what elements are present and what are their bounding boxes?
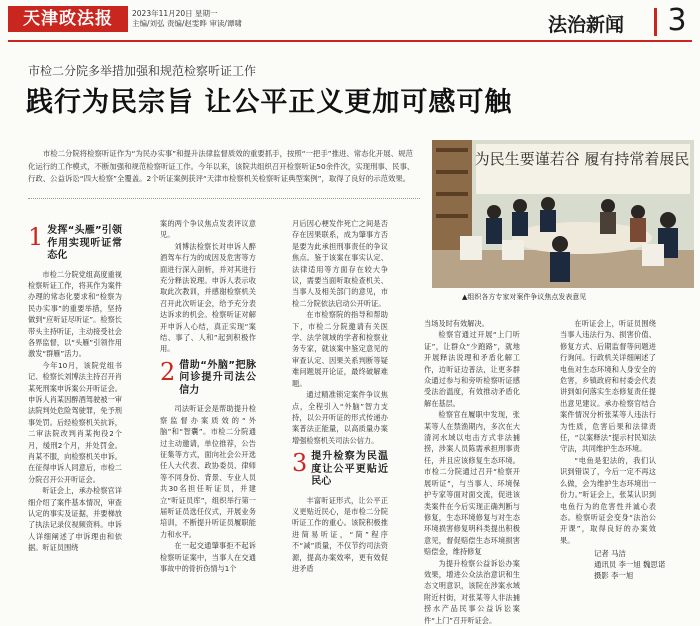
article-kicker: 市检二分院多举措加强和规范检察听证工作 (28, 64, 257, 78)
hearing-photo (432, 140, 694, 288)
byline-correspondents: 通讯员 李一旭 魏思诺 (594, 560, 666, 569)
byline-photographer: 摄影 李一旭 (594, 571, 634, 580)
header-rule (8, 40, 692, 42)
subhead-2-title: 借助“外脑”把脉问诊提升司法公信力 (179, 359, 256, 396)
column-3 (292, 218, 388, 574)
masthead: 天津政法报 (8, 6, 128, 32)
col1-paragraph: 市检二分院党组高度重视检察听证工作，将其作为案件办理的常态化要求和“检察为民办实事”的重要举措，坚持做到“应听证尽听证”。检察长带头主持听证，主动接受社会各界监督，以“头雁”引领作用激发“群雁”活力。 (28, 269, 122, 359)
column-1 (28, 220, 122, 554)
subhead-1 (28, 224, 122, 263)
subhead-3-title: 提升检察为民温度让公平更贴近民心 (311, 451, 388, 488)
col4-paragraph: 检察官在履职中发现，张某等人在禁渔期内，多次在大清河水域以电击方式非法捕捞，涉案人员陈需承担刑事责任，并且应该修复生态环境。市检二分院通过召开“检察开展听证”，与当事人、环境保护专家等面对面交流，促进该类案件在今后实现正确判断与修复，生态环境修复与对生态环境损害修复明科类提出积极意见，督促赔偿生态环境损害赔偿金，维持修复 (424, 410, 520, 557)
col2-paragraph: 案的两个争议焦点发表评议意见。 (160, 219, 256, 240)
subhead-2 (160, 359, 256, 398)
byline-reporter: 记者 马洁 (594, 549, 626, 558)
subhead-2-number: 2 (160, 357, 176, 386)
column-4 (424, 318, 520, 626)
subhead-1-number: 1 (28, 223, 44, 251)
issue-info (132, 9, 242, 29)
section-title: 法治新闻 (548, 14, 625, 36)
col2-paragraph: 在一起交通肇事拒不起诉检察听证案中，当事人在交通事故中的骨折伤情与1个 (160, 541, 256, 574)
col2-paragraph: 刘博法检察长对申诉人醉酒驾车行为的成因及危害等方面进行深入剖析，并对其进行充分释法说理。申诉人表示收取此次教训，并感谢检察机关召开此次听证会，给予充分表达诉求的机会。检察听证对解开申诉人心结，真正实现“案结、事了、人和”起到积极作用。 (160, 241, 256, 354)
col3-paragraph: 通过精准锁定案件争议焦点，全程引入“外脑”智力支持，以公开听证的形式传递办案普法正能量，以高质量办案增强检察机关司法公信力。 (292, 390, 388, 445)
col2-paragraph: 司法听证会是帮助提升检察监督办案质效的“外脑”和“智囊”。市检二分院通过主动邀请，单位推荐，公告征集等方式，面向社会公开选任人大代表、政协委员、律师等不同身份、背景、专业人员共30名担任听证员，并建立“听证员库”，组织举行第一届听证员选任仪式，开展业务培训，不断提升听证员履职能力和水平。 (160, 404, 256, 539)
col1-paragraph: 今年10月，该院党组书记、检察长刘博法主持召开肖某死刑案申诉案公开听证会。申诉人肖某因醉酒驾驶被一审法院判处危险驾驶罪，免予刑事处罚。后经检察机关抗诉，二审法院改判肖某拘役2个月，缓刑2个月，并处罚金。肖某不服，向检察机关申诉。在征得申诉人同意后，市检二分院召开公开听证会。 (28, 360, 122, 484)
col5-paragraph: 在听证会上，听证员围绕当事人违法行为、损害价值、修复方式、后期监督等问题进行询问。行政机关详细阐述了电鱼对生态环境和人身安全的危害，乡镇政府和村委会代表讲到如何落实生态修复责任提出意见建议。承办检察官结合案件情况分析张某等人违法行为性质，危害后果和法律责任，“以案释法”提示村民知法守法，共同维护生态环境。 (560, 319, 656, 454)
article-lead: 市检二分院将检察听证作为“为民办实事”和提升法律监督质效的重要抓手，按照“一把手”推进、常态化开展、规范化运行的工作模式，不断加强和规范检察听证工作。今年以来，该院共组织召开检察听证50余件次，实现刑事、民事、行政、公益诉讼“四大检察”全覆盖。2个听证案例获评“天津市检察机关检察听证典型案例”，取得了良好的示范效果。 (28, 149, 415, 183)
col5-paragraph: “电鱼是犯法的，我们认识到错误了，今后一定不再这么做，会为维护生态环境出一份力。”听证会上，张某认识到电鱼行为的危害性并诚心表态。检察听证会变身“法治公开课”，取得良好的办案效果。 (560, 455, 656, 545)
subhead-3 (292, 450, 388, 489)
hearing-photo-illustration (432, 140, 694, 288)
col1-paragraph: 听证会上，承办检察官详细介绍了案件基本情况，审查认定的事实及证据，并要梯放了执法记录仪视频资料。申诉人详细阐述了申诉理由和依据。听证员围绕 (28, 486, 122, 553)
col3-paragraph: 在市检察院的指导和帮助下，市检二分院邀请有关医学、法学领域的学者和检察业务专家，就该案中鉴定意见的审查认定、因果关系判断等疑难问题展开论证，最终破解难题。 (292, 310, 388, 388)
col3-paragraph: 丰富听证形式，让公平正义更贴近民心，是市检二分院听证工作的重心。该院积极推进简易听证，“简”程序不“减”质量，不仅节约司法资源，提高办案效率，更有效促进矛盾 (292, 495, 388, 574)
subhead-3-number: 3 (292, 449, 308, 478)
col4-paragraph: 当场及时有效解决。 (424, 319, 489, 328)
page-number: 3 (667, 3, 687, 38)
byline (594, 548, 665, 581)
col4-paragraph: 为提升检察公益诉讼办案效果，增进公众法治意识和生态文明意识，该院在涉案水域附近村街，对张某等人非法捕捞水产品民事公益诉讼案件“上门”召开听证会。 (424, 558, 520, 625)
page-number-divider (654, 8, 657, 36)
issue-date: 2023年11月20日 星期一 (132, 9, 218, 18)
column-5 (560, 318, 656, 546)
editor-credits: 主编/刘弘 责编/赵雯晔 审读/谭啸 (132, 19, 242, 28)
article-headline: 践行为民宗旨 让公平正义更加可感可触 (26, 87, 513, 118)
lead-divider (28, 198, 420, 199)
photo-wall-banner: 为民生要谨若谷 履有持常着展民 (474, 150, 690, 168)
photo-caption: ▲组织各方专家对案件争议焦点发表意见 (462, 293, 587, 301)
column-2 (160, 218, 256, 574)
col4-paragraph: 检察官通过开展“上门听证”，让群众“少跑路”，就地开展释法说理和矛盾化解工作，边听证边普法，让更多群众通过参与和旁听检察听证感受法治温度，有效推动矛盾化解在基层。 (424, 330, 520, 408)
subhead-1-title: 发挥“头雁”引领作用实现听证常态化 (47, 225, 122, 261)
col3-paragraph: 月后因心梗发作死亡之间是否存在因果联系，成为肇事方否是要为此承担刑事责任的争议焦点。鉴于该案在事实认定、法律适用等方面存在较大争议，需要当面听取检查机关、当事人及相关部门的意见，市检二分院依法启动公开听证。 (292, 219, 388, 308)
